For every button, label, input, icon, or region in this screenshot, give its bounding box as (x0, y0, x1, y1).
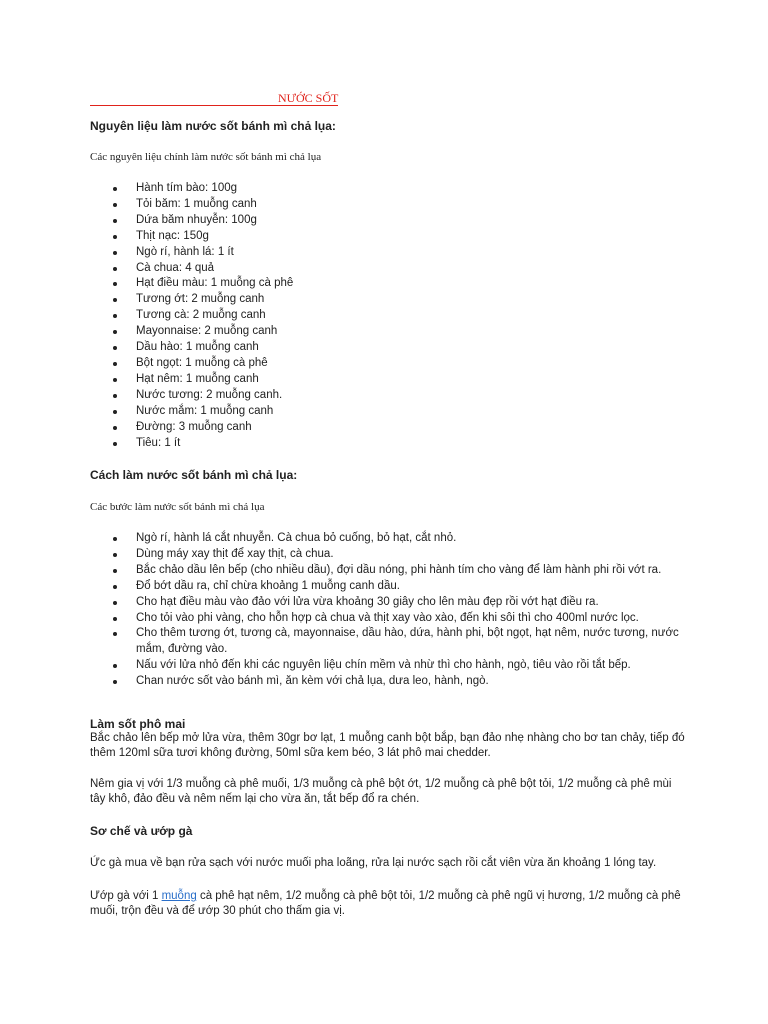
ingredient-list-item: Đường: 3 muỗng canh (110, 420, 690, 436)
ingredient-list-item: Tương ớt: 2 muỗng canh (110, 292, 690, 308)
step-list-item: Chan nước sốt vào bánh mì, ăn kèm với chả lụa, dưa leo, hành, ngò. (110, 674, 690, 690)
step-list-item: Cho hạt điều màu vào đảo với lửa vừa khoảng 30 giây cho lên màu đẹp rồi vớt hạt điều ra. (110, 595, 690, 611)
step-list-item: Bắc chảo dầu lên bếp (cho nhiều dầu), đợi dầu nóng, phi hành tím cho vàng để làm hành phi rồi vớt ra. (110, 563, 690, 579)
ingredients-subheading: Các nguyên liệu chính làm nước sốt bánh mì chả lụa (90, 151, 322, 163)
step-list-item: Nấu với lửa nhỏ đến khi các nguyên liệu chín mềm và nhừ thì cho hành, ngò, tiêu vào rồi tắt bếp. (110, 658, 690, 674)
title-underline-rule (90, 105, 278, 106)
ingredients-list (110, 181, 690, 451)
title-block (90, 92, 340, 108)
step-list-item: Ngò rí, hành lá cắt nhuyễn. Cà chua bỏ cuống, bỏ hạt, cắt nhỏ. (110, 531, 690, 547)
ingredient-list-item: Hạt điều màu: 1 muỗng cà phê (110, 276, 690, 292)
ingredients-heading: Nguyên liệu làm nước sốt bánh mì chả lụa: (90, 119, 336, 133)
ingredient-list-item: Hành tím bào: 100g (110, 181, 690, 197)
steps-list (110, 531, 690, 690)
step-list-item: Cho thêm tương ớt, tương cà, mayonnaise, dầu hào, dứa, hành phi, bột ngọt, hạt nêm, nước tương, nước mắm, đường vào. (110, 626, 690, 658)
ingredient-list-item: Nước tương: 2 muỗng canh. (110, 388, 690, 404)
ingredient-list-item: Nước mắm: 1 muỗng canh (110, 404, 690, 420)
ingredient-list-item: Cà chua: 4 quả (110, 261, 690, 277)
ingredient-list-item: Hạt nêm: 1 muỗng canh (110, 372, 690, 388)
ingredient-list-item: Thịt nạc: 150g (110, 229, 690, 245)
chicken-heading: Sơ chế và ướp gà (90, 824, 193, 838)
step-list-item: Đổ bớt dầu ra, chỉ chừa khoảng 1 muỗng canh dầu. (110, 579, 690, 595)
chicken-paragraph-2-start: Ướp gà với 1 (90, 890, 162, 902)
step-list-item: Dùng máy xay thịt để xay thịt, cà chua. (110, 547, 690, 563)
step-list-item: Cho tỏi vào phi vàng, cho hỗn hợp cà chua và thịt xay vào xào, đến khi sôi thì cho 400ml nước lọc. (110, 611, 690, 627)
ingredient-list-item: Tiêu: 1 ít (110, 436, 690, 452)
chicken-paragraph-2-rest: cà phê hạt nêm, 1/2 muỗng cà phê bột tỏi, 1/2 muỗng cà phê ngũ vị hương, 1/2 muỗng cà phê muối, trộn đều và để ướp 30 phút cho thấm gia vị. (90, 890, 681, 917)
ingredient-list-item: Bột ngọt: 1 muỗng cà phê (110, 356, 690, 372)
cheese-sauce-heading: Làm sốt phô mai (90, 717, 186, 731)
ingredient-list-item: Ngò rí, hành lá: 1 ít (110, 245, 690, 261)
ingredient-list-item: Tỏi băm: 1 muỗng canh (110, 197, 690, 213)
chicken-paragraph-2 (90, 889, 690, 919)
cheese-paragraph-2: Nêm gia vị với 1/3 muỗng cà phê muối, 1/3 muỗng cà phê bột ớt, 1/2 muỗng cà phê bột tỏi, 1/2 muỗng cà phê mùi tây khô, đảo đều và nêm nếm lại cho vừa ăn, tắt bếp đổ ra chén. (90, 778, 672, 805)
ingredient-list-item: Tương cà: 2 muỗng canh (110, 308, 690, 324)
chicken-paragraph-1: Ức gà mua về bạn rửa sạch với nước muối pha loãng, rửa lại nước sạch rồi cắt viên vừa ăn khoảng 1 lóng tay. (90, 857, 657, 869)
ingredient-list-item: Dứa băm nhuyễn: 100g (110, 213, 690, 229)
steps-subheading: Các bước làm nước sốt bánh mì chả lụa (90, 501, 265, 513)
ingredient-list-item: Mayonnaise: 2 muỗng canh (110, 324, 690, 340)
spoon-link[interactable]: muỗng (161, 890, 197, 902)
cheese-paragraph-1: Bắc chảo lên bếp mở lửa vừa, thêm 30gr bơ lạt, 1 muỗng canh bột bắp, bạn đảo nhẹ nhàng cho bơ tan chảy, tiếp đó thêm 120ml sữa tươi không đường, 50ml sữa kem béo, 3 lát phô mai chedder. (90, 732, 685, 759)
page-title: NƯỚC SỐT (278, 91, 339, 105)
ingredient-list-item: Dầu hào: 1 muỗng canh (110, 340, 690, 356)
steps-heading: Cách làm nước sốt bánh mì chả lụa: (90, 468, 298, 482)
